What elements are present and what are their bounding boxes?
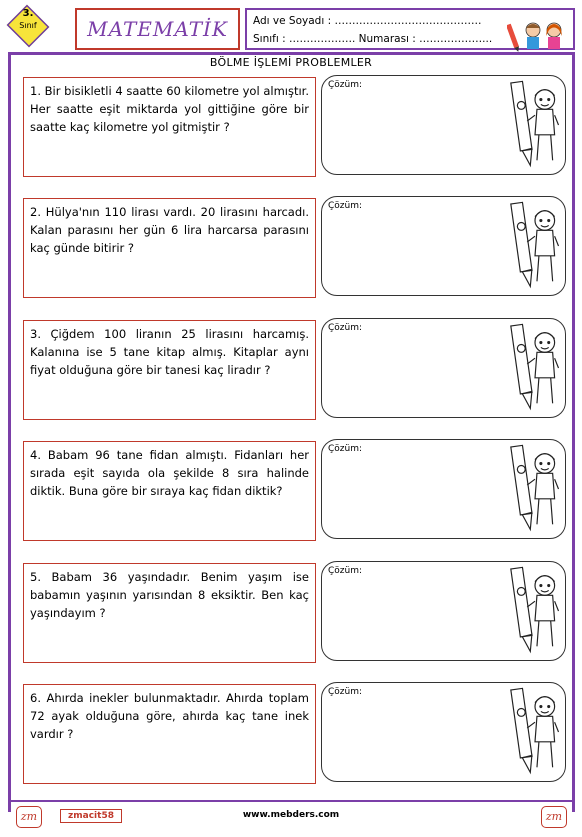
- question-box: [23, 563, 316, 663]
- pencil-kids-icon: [509, 76, 561, 174]
- footer-divider: [8, 800, 575, 802]
- solution-box[interactable]: [321, 75, 566, 175]
- left-border: [8, 52, 11, 812]
- question-text: 3. Çiğdem 100 liranın 25 lirasını harcamış. Kalanına ise 5 tane kitap almış. Kitaplar aynı fiyat olduğuna göre bir tanesi kaç liradır ?: [30, 327, 309, 377]
- question-box: [23, 320, 316, 420]
- question-text: 2. Hülya'nın 110 lirası vardı. 20 lirasını harcadı. Kalan parasını her gün 6 lira harcarsa parasını kaç günde bitirir ?: [30, 205, 309, 255]
- question-box: [23, 198, 316, 298]
- footer-url[interactable]: www.mebders.com: [242, 810, 340, 820]
- question-text: 5. Babam 36 yaşındadır. Benim yaşım ise babamın yaşının yarısından 8 eksiktir. Ben kaç yaşındayım ?: [30, 570, 309, 620]
- solution-label: Çözüm:: [328, 201, 363, 211]
- solution-box[interactable]: [321, 682, 566, 782]
- page-title: BÖLME İŞLEMİ PROBLEMLER: [209, 56, 373, 69]
- pencil-kids-icon: [509, 683, 561, 781]
- header-divider: [8, 52, 575, 55]
- class-number-line: Sınıfı : ………………. Numarası : ………………...: [253, 33, 493, 45]
- subject-title-box: [75, 8, 240, 50]
- solution-label: Çözüm:: [328, 323, 363, 333]
- solution-box[interactable]: [321, 439, 566, 539]
- pencil-kids-icon: [509, 197, 561, 295]
- question-text: 4. Babam 96 tane fidan almıştı. Fidanları her sırada eşit sayıda ola şekilde 8 sıra halinde diktik. Buna göre bir sıraya kaç fidan diktik?: [30, 448, 309, 498]
- solution-box[interactable]: [321, 561, 566, 661]
- question-box: [23, 441, 316, 541]
- solution-label: Çözüm:: [328, 444, 363, 454]
- solution-box[interactable]: [321, 318, 566, 418]
- question-text: 1. Bir bisikletli 4 saatte 60 kilometre yol almıştır. Her saatte eşit miktarda yol gittiğine göre bir saatte kaç kilometre yol gitmiştir ?: [30, 84, 309, 134]
- grade-badge-text: [6, 8, 50, 32]
- solution-box[interactable]: [321, 196, 566, 296]
- footer-logo-right: zm: [541, 806, 567, 828]
- pencil-kids-icon: [509, 440, 561, 538]
- question-box: [23, 684, 316, 784]
- question-text: 6. Ahırda inekler bulunmaktadır. Ahırda toplam 72 ayak olduğuna göre, ahırda kaç tane inek vardır ?: [30, 691, 309, 741]
- name-line: Adı ve Soyadı : ……………………………………: [253, 15, 482, 27]
- solution-label: Çözüm:: [328, 566, 363, 576]
- pencil-kids-icon: [509, 319, 561, 417]
- solution-label: Çözüm:: [328, 80, 363, 90]
- grade-label: Sınıf: [19, 21, 37, 30]
- footer-logo-left: zm: [16, 806, 42, 828]
- grade-number: 3.: [22, 8, 34, 19]
- right-border: [572, 52, 575, 812]
- pencil-kids-icon: [509, 562, 561, 660]
- solution-label: Çözüm:: [328, 687, 363, 697]
- subject-title: MATEMATİK: [87, 17, 228, 41]
- kids-illustration-icon: [507, 16, 569, 52]
- footer-tag: zmacit58: [60, 809, 122, 823]
- question-box: [23, 77, 316, 177]
- student-info-box: [245, 8, 575, 50]
